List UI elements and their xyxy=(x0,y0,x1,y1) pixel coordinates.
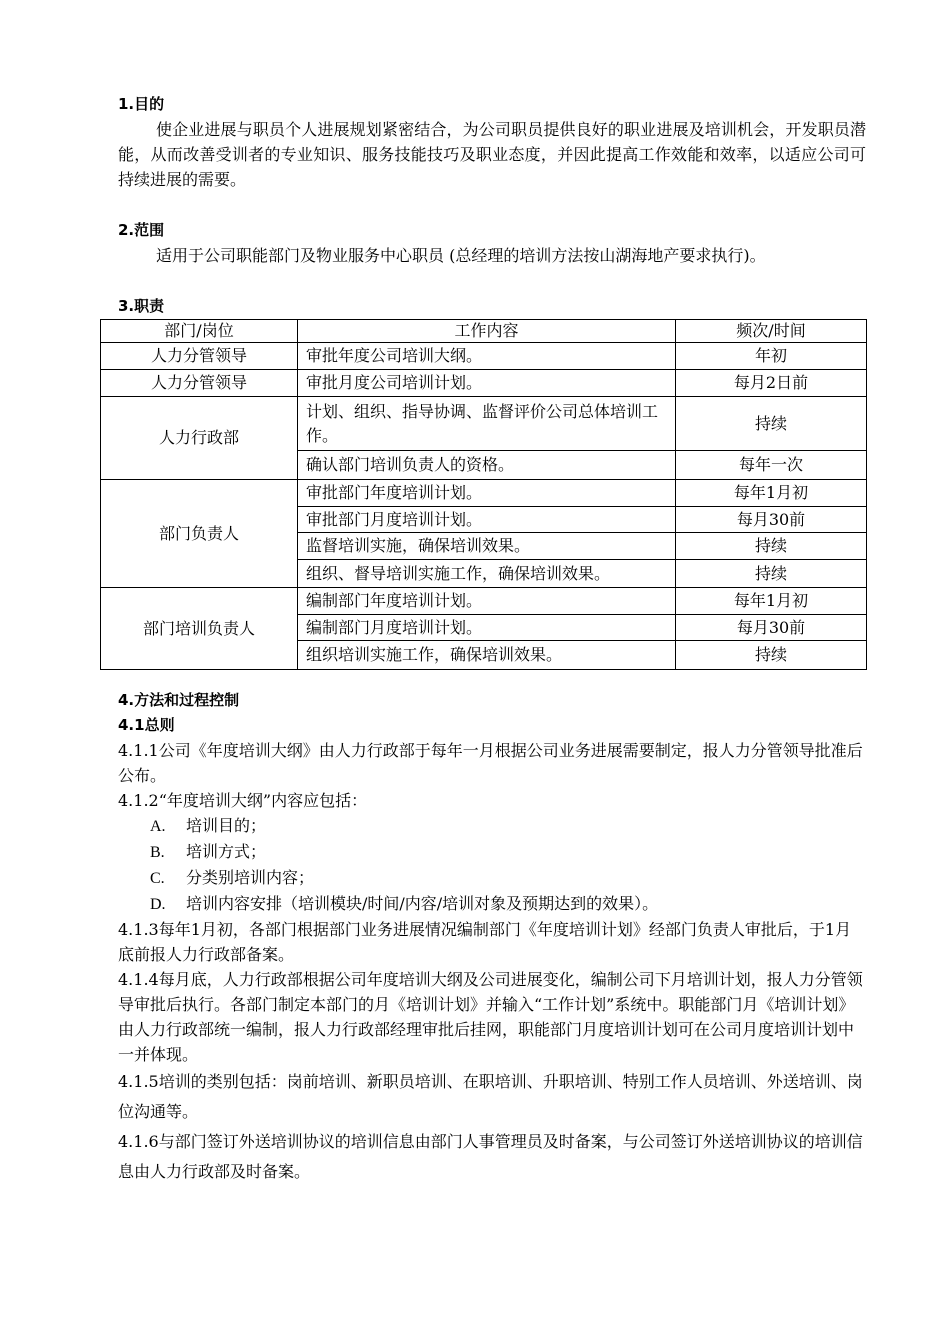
section-3-title: 3.职责 xyxy=(118,297,165,315)
task-cell: 审批年度公司培训大纲。 xyxy=(298,343,676,370)
freq-cell: 每年1月初 xyxy=(676,480,867,507)
freq-cell: 每月2日前 xyxy=(676,370,867,397)
task-cell: 组织、督导培训实施工作，确保培训效果。 xyxy=(298,560,676,588)
task-cell: 审批部门月度培训计划。 xyxy=(298,507,676,533)
section-4-1-title: 4.1总则 xyxy=(118,716,175,734)
clause-4-1-6: 4.1.6与部门签订外送培训协议的培训信息由部门人事管理员及时备案，与公司签订外送培训协议的培训信息由人力行政部及时备案。 xyxy=(118,1132,863,1181)
task-cell: 确认部门培训负责人的资格。 xyxy=(298,451,676,480)
table-row xyxy=(101,370,867,397)
list-text: 培训内容安排（培训模块/时间/内容/培训对象及预期达到的效果）。 xyxy=(186,894,659,913)
freq-cell: 每年一次 xyxy=(676,451,867,480)
list-item xyxy=(150,865,866,891)
list-item xyxy=(150,891,866,917)
list-letter: C. xyxy=(150,870,165,887)
freq-cell: 每年1月初 xyxy=(676,588,867,615)
task-cell: 监督培训实施，确保培训效果。 xyxy=(298,533,676,560)
section-1-body: 使企业进展与职员个人进展规划紧密结合，为公司职员提供良好的职业进展及培训机会，开发职员潜能，从而改善受训者的专业知识、服务技能技巧及职业态度，并因此提高工作效能和效率，以适应公司可持续进展的需要。 xyxy=(118,120,866,189)
table-row xyxy=(101,588,867,615)
table-row xyxy=(101,480,867,507)
section-2-title: 2.范围 xyxy=(118,221,165,239)
task-cell: 编制部门月度培训计划。 xyxy=(298,615,676,641)
dept-cell: 人力分管领导 xyxy=(101,370,298,397)
responsibility-table xyxy=(100,319,867,670)
list-letter: B. xyxy=(150,844,165,861)
list-text: 分类别培训内容； xyxy=(186,868,315,887)
task-cell: 计划、组织、指导协调、监督评价公司总体培训工作。 xyxy=(298,397,676,451)
task-cell: 审批月度公司培训计划。 xyxy=(298,370,676,397)
freq-cell: 持续 xyxy=(676,641,867,670)
section-1-title: 1.目的 xyxy=(118,95,165,113)
table-row xyxy=(101,397,867,451)
header-task: 工作内容 xyxy=(298,320,676,343)
freq-cell: 持续 xyxy=(676,397,867,451)
clause-4-1-1: 4.1.1公司《年度培训大纲》由人力行政部于每年一月根据公司业务进展需要制定，报人力分管领导批准后公布。 xyxy=(118,741,863,785)
outline-contents-list xyxy=(118,813,866,917)
clause-4-1-2: 4.1.2“年度培训大纲”内容应包括： xyxy=(118,791,368,810)
freq-cell: 持续 xyxy=(676,560,867,588)
list-item xyxy=(150,839,866,865)
dept-cell: 人力分管领导 xyxy=(101,343,298,370)
task-cell: 组织培训实施工作，确保培训效果。 xyxy=(298,641,676,670)
clause-4-1-4: 4.1.4每月底，人力行政部根据公司年度培训大纲及公司进展变化，编制公司下月培训计划，报人力分管领导审批后执行。各部门制定本部门的月《培训计划》并输入“工作计划”系统中。职能部门月《培训计划》由人力行政部统一编制，报人力行政部经理审批后挂网，职能部门月度培训计划可在公司月度培训计划中一并体现。 xyxy=(118,970,863,1064)
section-4-title: 4.方法和过程控制 xyxy=(118,691,240,709)
freq-cell: 每月30前 xyxy=(676,615,867,641)
dept-cell: 人力行政部 xyxy=(101,397,298,480)
header-freq: 频次/时间 xyxy=(676,320,867,343)
task-cell: 编制部门年度培训计划。 xyxy=(298,588,676,615)
list-letter: D. xyxy=(150,896,166,913)
freq-cell: 每月30前 xyxy=(676,507,867,533)
freq-cell: 持续 xyxy=(676,533,867,560)
clause-4-1-5: 4.1.5培训的类别包括：岗前培训、新职员培训、在职培训、升职培训、特别工作人员培训、外送培训、岗位沟通等。 xyxy=(118,1072,863,1121)
list-item xyxy=(150,813,866,839)
section-2-body: 适用于公司职能部门及物业服务中心职员 (总经理的培训方法按山湖海地产要求执行)。 xyxy=(156,246,766,265)
list-text: 培训方式； xyxy=(186,842,267,861)
dept-cell: 部门负责人 xyxy=(101,480,298,588)
freq-cell: 年初 xyxy=(676,343,867,370)
list-text: 培训目的； xyxy=(186,816,267,835)
task-cell: 审批部门年度培训计划。 xyxy=(298,480,676,507)
dept-cell: 部门培训负责人 xyxy=(101,588,298,670)
clause-4-1-3: 4.1.3每年1月初，各部门根据部门业务进展情况编制部门《年度培训计划》经部门负责人审批后，于1月底前报人力行政部备案。 xyxy=(118,920,852,964)
document-page xyxy=(118,92,866,1187)
list-letter: A. xyxy=(150,818,166,835)
table-header-row xyxy=(101,320,867,343)
table-row xyxy=(101,343,867,370)
header-dept: 部门/岗位 xyxy=(101,320,298,343)
